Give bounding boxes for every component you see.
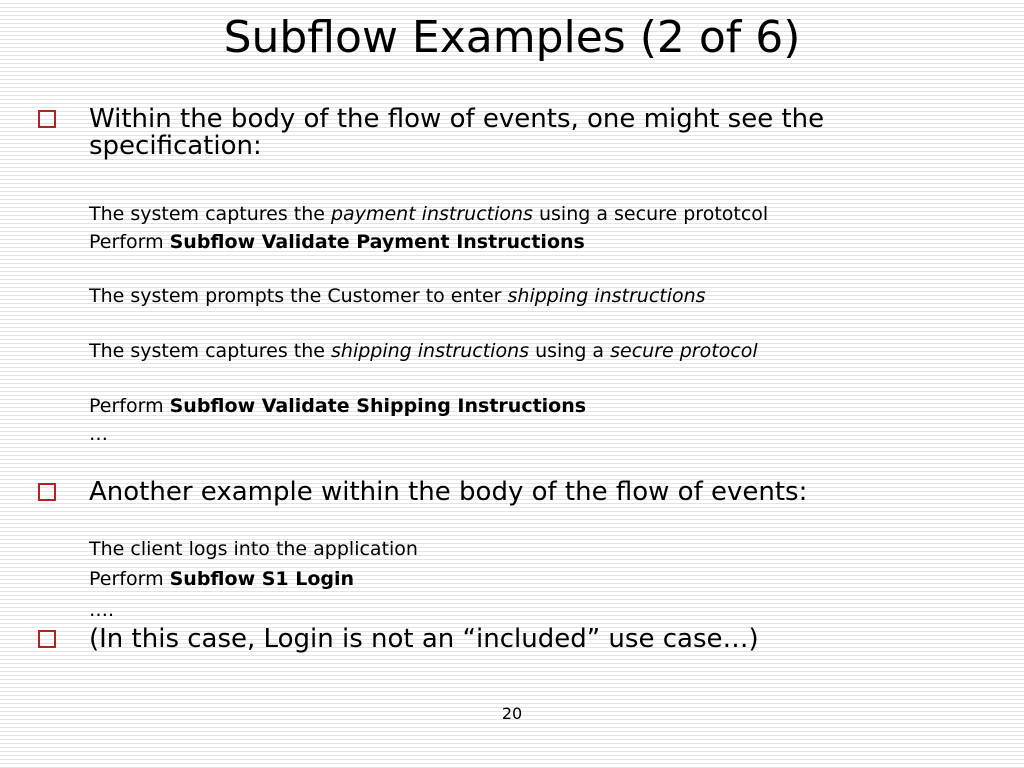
bullet-1-line-5 [89,394,586,418]
line-segment: The system captures the [89,203,331,225]
line-segment: The client logs into the application [89,538,418,560]
hollow-square-bullet-icon [38,630,56,648]
line-segment: using a [529,340,611,362]
bullet-1-line-3 [89,284,706,308]
bullet-3-text: (In this case, Login is not an “included” use case…) [89,624,759,654]
line-segment: The system captures the [89,340,331,362]
line-segment: … [89,423,108,445]
line-segment: …. [89,599,115,621]
bullet-1-marker [38,110,56,128]
hollow-square-bullet-icon [38,110,56,128]
page-number: 20 [501,704,523,723]
bullet-2-line-3 [89,598,114,622]
line-segment-italic: secure protocol [610,340,758,362]
line-segment: Perform [89,568,170,590]
bullet-1-line-4 [89,339,758,363]
bullet-2-text: Another example within the body of the flow of events: [89,477,808,507]
line-segment: using a secure prototcol [532,203,769,225]
line-segment-italic: shipping instructions [507,285,706,307]
line-segment: Perform [89,395,170,417]
line-segment-bold: Subflow S1 Login [169,568,355,590]
bullet-2-line-2 [89,567,354,591]
bullet-3-marker [38,630,56,648]
bullet-1-text: Within the body of the flow of events, one might see the specification: [89,104,825,161]
line-segment-bold: Subflow Validate Shipping Instructions [169,395,587,417]
bullet-2-marker [38,483,56,501]
line-segment: The system prompts the Customer to enter [89,285,508,307]
bullet-1-line-1 [89,202,768,226]
slide-title: Subflow Examples (2 of 6) [223,12,801,63]
line-segment-italic: payment instructions [331,203,533,225]
line-segment-italic: shipping instructions [331,340,530,362]
bullet-1-line-6 [89,422,108,446]
bullet-2-line-1 [89,537,418,561]
bullet-1-line-2 [89,230,585,254]
line-segment-bold: Subflow Validate Payment Instructions [169,231,585,253]
hollow-square-bullet-icon [38,483,56,501]
line-segment: Perform [89,231,170,253]
